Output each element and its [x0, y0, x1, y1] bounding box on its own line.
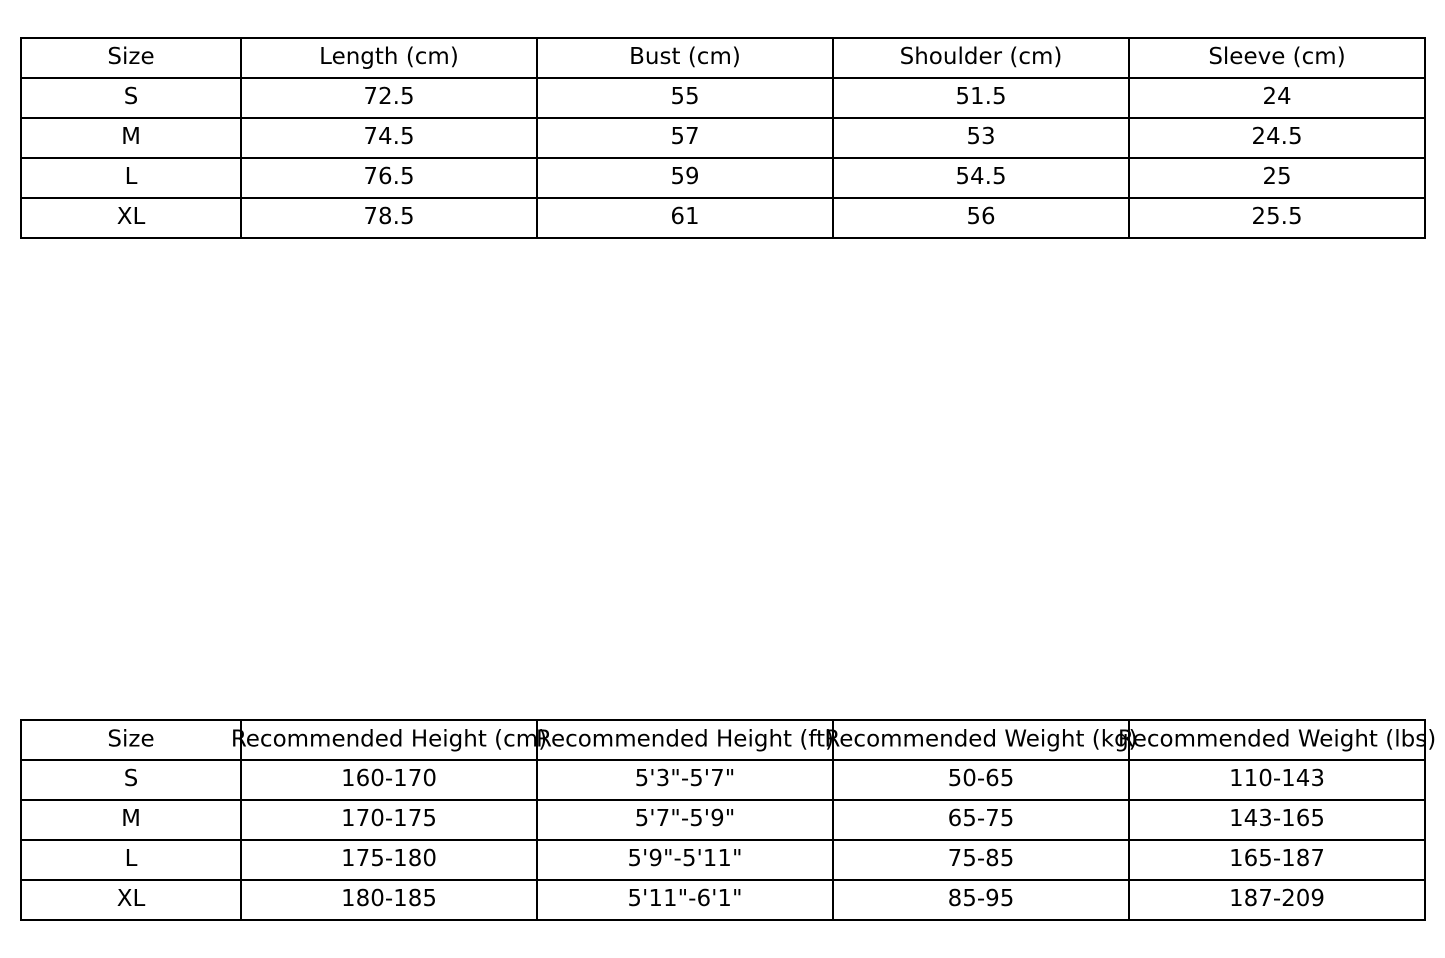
recommended-height-weight-table	[20, 719, 1437, 921]
cell-height-cm: 175-180	[241, 840, 537, 880]
cell-height-cm: 180-185	[241, 880, 537, 920]
cell-bust: 59	[537, 158, 833, 198]
column-header-recommended-height-cm-label: Recommended Height (cm)	[230, 726, 548, 753]
cell-size: S	[21, 760, 241, 800]
cell-weight-lbs: 187-209	[1129, 880, 1425, 920]
column-header-size	[21, 720, 241, 760]
cell-shoulder: 56	[833, 198, 1129, 238]
column-header-shoulder: Shoulder (cm)	[833, 38, 1129, 78]
cell-weight-kg: 65-75	[833, 800, 1129, 840]
cell-height-ft: 5'11"-6'1"	[537, 880, 833, 920]
cell-size: XL	[21, 198, 241, 238]
cell-bust: 61	[537, 198, 833, 238]
cell-size: L	[21, 840, 241, 880]
cell-shoulder: 51.5	[833, 78, 1129, 118]
column-header-recommended-height-cm	[230, 720, 548, 760]
column-header-recommended-weight-kg-label: Recommended Weight (kg)	[824, 726, 1138, 753]
cell-bust: 57	[537, 118, 833, 158]
column-header-sleeve: Sleeve (cm)	[1129, 38, 1425, 78]
cell-bust: 55	[537, 78, 833, 118]
table-row	[21, 800, 1425, 840]
table-row	[21, 118, 1425, 158]
column-header-recommended-weight-lbs-label: Recommended Weight (lbs)	[1117, 726, 1437, 753]
cell-sleeve: 24.5	[1129, 118, 1425, 158]
cell-size: S	[21, 78, 241, 118]
column-header-recommended-height-ft-label: Recommended Height (ft)	[535, 726, 835, 753]
column-header-recommended-height-ft	[537, 720, 833, 760]
table-row	[21, 760, 1425, 800]
table-row	[21, 198, 1425, 238]
cell-shoulder: 54.5	[833, 158, 1129, 198]
cell-sleeve: 25	[1129, 158, 1425, 198]
table-row	[21, 880, 1425, 920]
cell-size: L	[21, 158, 241, 198]
cell-sleeve: 25.5	[1129, 198, 1425, 238]
column-header-length: Length (cm)	[241, 38, 537, 78]
cell-height-ft: 5'9"-5'11"	[537, 840, 833, 880]
cell-size: M	[21, 800, 241, 840]
cell-size: XL	[21, 880, 241, 920]
cell-length: 78.5	[241, 198, 537, 238]
cell-size: M	[21, 118, 241, 158]
column-header-bust: Bust (cm)	[537, 38, 833, 78]
cell-weight-lbs: 143-165	[1129, 800, 1425, 840]
column-header-recommended-weight-lbs	[1117, 720, 1437, 760]
column-header-recommended-weight-kg	[824, 720, 1138, 760]
cell-height-ft: 5'3"-5'7"	[537, 760, 833, 800]
cell-length: 72.5	[241, 78, 537, 118]
cell-height-ft: 5'7"-5'9"	[537, 800, 833, 840]
cell-sleeve: 24	[1129, 78, 1425, 118]
cell-weight-lbs: 165-187	[1129, 840, 1425, 880]
cell-height-cm: 160-170	[241, 760, 537, 800]
table-row	[21, 158, 1425, 198]
table-row	[21, 78, 1425, 118]
column-header-size-label: Size	[107, 726, 155, 753]
cell-weight-kg: 75-85	[833, 840, 1129, 880]
cell-length: 74.5	[241, 118, 537, 158]
column-header-size: Size	[21, 38, 241, 78]
cell-weight-lbs: 110-143	[1129, 760, 1425, 800]
cell-weight-kg: 50-65	[833, 760, 1129, 800]
garment-measurements-table	[20, 37, 1426, 239]
cell-weight-kg: 85-95	[833, 880, 1129, 920]
cell-height-cm: 170-175	[241, 800, 537, 840]
table-header-row	[21, 720, 1425, 760]
cell-shoulder: 53	[833, 118, 1129, 158]
table-row	[21, 840, 1425, 880]
cell-length: 76.5	[241, 158, 537, 198]
table-header-row	[21, 38, 1425, 78]
